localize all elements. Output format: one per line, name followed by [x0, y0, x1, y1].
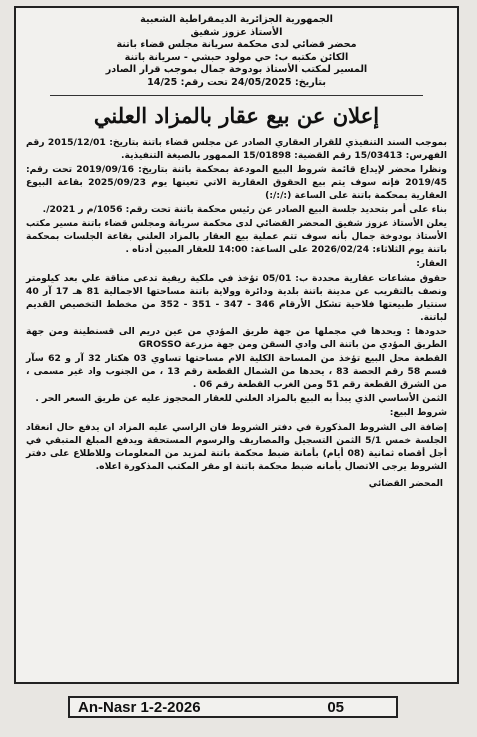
announcement-body: [26, 136, 447, 473]
paragraph-conditions: إضافة الى الشروط المذكورة في دفتر الشروط فان الراسي عليه المزاد ان يدفع حال انعقاد الجلسة خمس 5/1 الثمن التسجيل والمصاريف والرسوم المستحقة ويدفع المبلغ المتبقي في أجل أقصاه ثمانية (08 أيام) بأمانة ضبط محكمة باتنة لمزيد من المعلومات وللاطلاع على دفتر الشروط يرجى الاتصال بأمانه ضبط محكمة باتنة او مقر المكتب المذكورة اعلاه.: [26, 421, 447, 472]
header-line-decision-date: بتاريخ: 24/05/2025 تحت رقم: 14/25: [147, 76, 326, 88]
header-line-address: الكائن مكتبه ب: حي مولود حبشي - سريانة باتنة: [124, 51, 349, 63]
paragraph-boundaries: حدودها : ويحدها في مجملها من جهة طريق المؤدي من عين دريم الى قسنطينة ومن جهة الطريق المؤدي من باتنة الى وادي السقن ومن جهة مزرعة GROSSO: [26, 325, 447, 350]
header-line-bailiff-name: الأستاذ عزوز شفيق: [190, 26, 283, 38]
header-divider: [50, 95, 423, 96]
paragraph-session-order: بناء على أمر بتحديد جلسة البيع الصادر عن رئيس محكمة باتنة تحت رقم: 1056/م ر 2021/.: [42, 204, 447, 216]
announcement-title: إعلان عن بيع عقار بالمزاد العلني: [93, 102, 380, 128]
page-footer: [68, 696, 398, 718]
header-line-court: محضر قضائي لدى محكمة سريانة مجلس قضاء باتنة: [116, 39, 357, 51]
paragraph-conditions-deposit: ونظرا محضر لإيداع قائمة شروط البيع المودعة بمحكمة باتنة بتاريخ: 2019/09/16 تحت رقم: 2019/45 فإنه سوف يتم بيع الحقوق العقارية الاتي تعينها يوم 2025/09/23 بقاعة البيوع العقارية بمحكمة باتنة على الساعة (:/:/:): [26, 163, 447, 201]
section-heading-conditions: شروط البيع:: [389, 407, 447, 419]
signature: المحضر القضائي: [368, 478, 443, 489]
page-number: 05: [327, 699, 344, 716]
paragraph-plot: القطعة محل البيع تؤخذ من المساحة الكلية الام مساحتها تساوي 03 هكتار 32 آر و 62 سآر قسم 58 رقم الحصة 83 ، يحدها من الشمال القطعة رقم 13 ، من الجنوب واد غير مسمى ، من الشرق القطعة رقم 51 ومن الغرب القطعة رقم 06 .: [26, 353, 447, 391]
announcement-header: [26, 14, 447, 90]
section-heading-property: العقار:: [416, 258, 447, 270]
paragraph-writ: بموجب السند التنفيذي للقرار العقاري الصادر عن مجلس قضاء باتنة بتاريخ: 2015/12/01 رقم الفهرس: 15/03413 رقم القضية: 15/01898 الممهور بالصيغة التنفيذية.: [26, 136, 447, 161]
paragraph-sale-notice: يعلن الأستاذ عزوز شفيق المحضر القضائي لدى محكمة سريانة ومجلس قضاء باتنة مسير مكتب الأستاذ بودوخة جمال بأنه سوف تتم عملية بيع العقار بالمزاد العلني بقاعة الجلسات بمحكمة باتنة يوم الثلاثاء: 2026/02/24 على الساعة: 14:00 للعقار المبين أدناه .: [26, 218, 447, 256]
header-line-manager: المسير لمكتب الأستاذ بودوخة جمال بموجب قرار الصادر: [105, 64, 368, 76]
header-line-republic: الجمهورية الجزائرية الديمقراطية الشعبية: [140, 14, 333, 25]
paragraph-property: حقوق مشاعات عقارية محددة ب: 05/01 تؤخذ في ملكية ريفية تدعى مناقة علي بعد كيلومتر ونصف بالتقريب عن مدينة باتنة بلدية ودائرة وولاية باتنة مساحتها الاجمالية 81 هـ 17 آر 40 سنتيار طبيعتها فلاحية تشكل الأرقام 346 - 347 - 351 - 352 من مخطط التخصيص القديم لباتنة.: [26, 272, 447, 323]
announcement-box: [14, 6, 459, 684]
paragraph-base-price: الثمن الأساسي الذي يبدأ به البيع بالمزاد العلني للعقار المحجوز عليه عن طريق السعر الحر .: [35, 393, 447, 405]
newspaper-name-date: An-Nasr 1-2-2026: [78, 699, 201, 716]
